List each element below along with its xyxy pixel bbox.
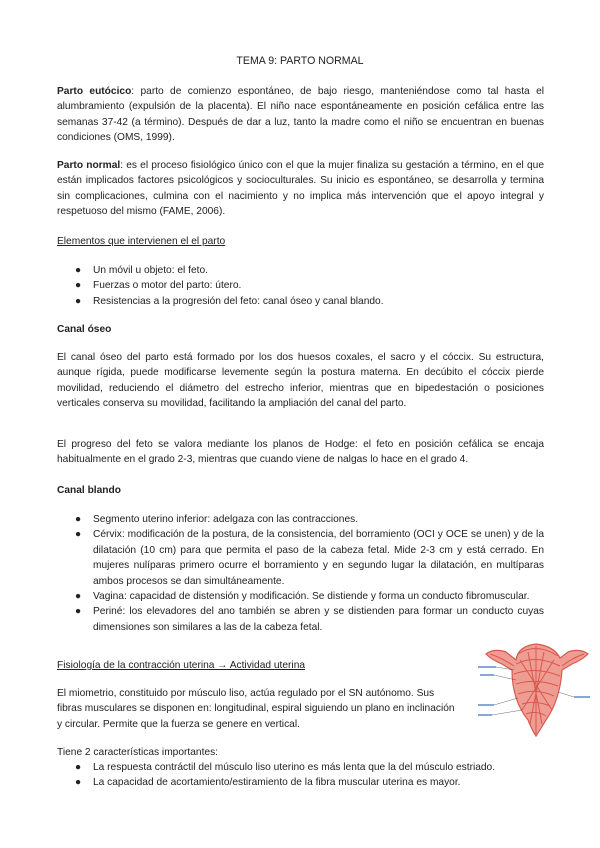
term-parto-normal: Parto normal (57, 160, 121, 171)
list-item: ● Resistencias a la progresión del feto: canal óseo y canal blando. (57, 294, 544, 309)
label-mark (478, 666, 496, 668)
label-mark (574, 696, 590, 698)
bullet-icon: ● (75, 606, 82, 618)
fisiologia-paragraph-2: Tiene 2 características importantes: (57, 747, 218, 758)
label-mark (478, 714, 492, 716)
term-eutocico: Parto eutócico (57, 86, 132, 97)
bullet-icon: ● (75, 762, 82, 773)
list-item: ● Un móvil u objeto: el feto. (57, 263, 544, 278)
label-mark (478, 704, 494, 706)
bullet-icon: ● (75, 265, 82, 276)
page-title: TEMA 9: PARTO NORMAL (236, 55, 364, 67)
bullet-icon: ● (75, 529, 82, 541)
heading-elementos: Elementos que intervienen el el parto (57, 236, 226, 247)
list-canal-blando (57, 512, 544, 635)
label-mark (480, 674, 494, 676)
fisiologia-paragraph-1: El miometrio, constituido por músculo liso, actúa regulado por el SN autónomo. Sus fibras musculares se disponen en: longitudinal, espiral siguiendo un plano en inclinación y circular. Permite que la fuerza se genere en vertical. (57, 688, 455, 730)
bullet-icon: ● (75, 514, 82, 525)
canal-oseo-paragraph-1: El canal óseo del parto está formado por los dos huesos coxales, el sacro y el cóccix. Su estructura, aunque rígida, puede modificarse levemente según la postura materna. En decúbito el cóccix pierde movilidad, reduciendo el diámetro del estrecho inferior, mientras que en bipedestación o posiciones verticales conserva su movilidad, facilitando la ampliación del canal del parto. (57, 352, 544, 410)
list-item: ● Cérvix: modificación de la postura, de la consistencia, del borramiento (OCI y OCE se unen) y de la dilatación (10 cm) para que permita el paso de la cabeza fetal. Mide 2-3 cm y está cerrado. En mujeres nulíparas primero ocurre el borramiento y en segundo lugar la dilatación, en multíparas ambos procesos se dan simultáneamente. (75, 529, 544, 587)
bullet-icon: ● (75, 591, 82, 603)
list-item: ● La capacidad de acortamiento/estiramiento de la fibra muscular uterina es mayor. (57, 775, 544, 790)
bullet-icon: ● (75, 777, 82, 789)
list-item: ● La respuesta contráctil del músculo liso uterino es más lenta que la del músculo estriado. (57, 760, 544, 775)
bullet-icon: ● (75, 295, 82, 307)
bullet-icon: ● (75, 280, 82, 292)
heading-fisiologia: Fisiología de la contracción uterina → Actividad uterina (57, 660, 306, 671)
uterus-muscle-fibers-illustration (476, 640, 594, 740)
heading-canal-oseo: Canal óseo (57, 324, 112, 335)
list-item: ● Segmento uterino inferior: adelgaza con las contracciones. (57, 512, 544, 527)
definition-parto-normal-text: : es el proceso fisiológico único con el que la mujer finaliza su gestación a término, en el que están implicados factores psicológicos y socioculturales. Su inicio es espontáneo, se desarrolla y termina sin complicaciones, culmina con el nacimiento y no implica más intervención que el apoyo integral y respetuoso del mismo (FAME, 2006). (57, 160, 545, 218)
list-elementos (57, 263, 544, 309)
definition-eutocico-text: : parto de comienzo espontáneo, de bajo riesgo, manteniéndose como tal hasta el alumbramiento (expulsión de la placenta). El niño nace espontáneamente en posición cefálica entre las semanas 37-42 (a término). Después de dar a luz, tanto la madre como el niño se encuentran en buenas condiciones (OMS, 1999). (57, 86, 545, 144)
list-item: ● Vagina: capacidad de distensión y modificación. Se distiende y forma un conducto fibromuscular. (57, 589, 544, 604)
list-fisiologia (57, 760, 544, 791)
definition-parto-normal (57, 158, 544, 220)
list-item: ● Periné: los elevadores del ano también se abren y se distienden para formar un conducto cuyas dimensiones son similares a las de la cabeza fetal. (75, 606, 544, 633)
list-item: ● Fuerzas o motor del parto: útero. (57, 278, 544, 293)
definition-eutocico (57, 84, 544, 146)
heading-canal-blando: Canal blando (57, 485, 121, 496)
canal-oseo-paragraph-2: El progreso del feto se valora mediante los planos de Hodge: el feto en posición cefálica se encaja habitualmente en el grado 2-3, mientras que cuando viene de nalgas lo hace en el grado 4. (57, 439, 544, 466)
